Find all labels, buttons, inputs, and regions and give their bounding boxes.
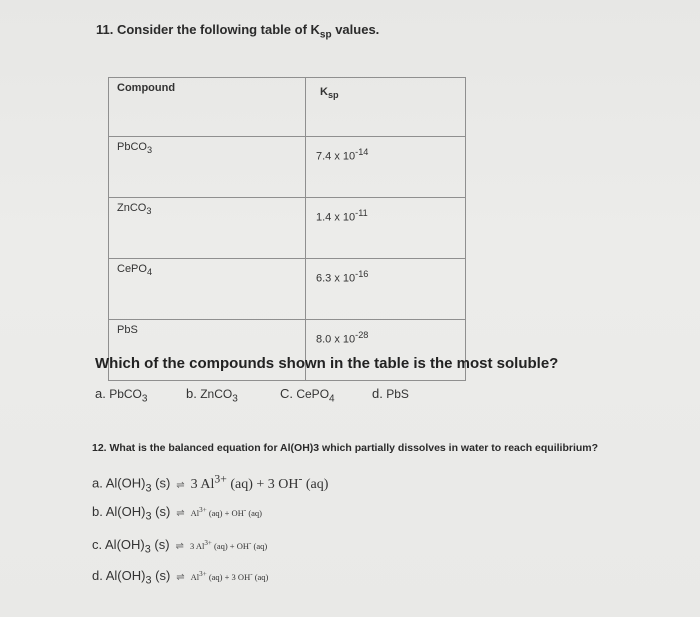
choice-text: PbS (386, 387, 409, 401)
option-d[interactable] (92, 568, 268, 587)
q11-title-end: values. (331, 22, 380, 37)
option-c[interactable] (92, 537, 267, 556)
rhs-charge: 3+ (199, 506, 207, 515)
equilibrium-arrow-icon: ⇌ (176, 572, 185, 583)
option-state: (s) (151, 568, 171, 583)
choice-label: d. (372, 386, 383, 401)
option-rhs (191, 508, 262, 518)
compound-cell (109, 198, 306, 259)
oh-charge: - (250, 570, 253, 579)
compound-sub: 3 (146, 206, 152, 217)
ksp-mantissa: 1.4 x 10 (316, 211, 356, 224)
oh-charge: - (298, 472, 303, 485)
option-sub: 3 (144, 543, 151, 556)
option-label: d. Al(OH) (92, 568, 146, 583)
compound-text: CePO (117, 263, 147, 275)
choice-b[interactable] (186, 386, 238, 404)
rhs-charge: 3+ (204, 539, 212, 548)
choice-c[interactable] (280, 386, 335, 404)
ksp-mantissa: 7.4 x 10 (316, 150, 356, 163)
option-rhs (191, 572, 269, 582)
choice-a[interactable] (95, 386, 147, 404)
table-row (109, 259, 466, 320)
rhs-tail: (aq) (251, 541, 268, 551)
rhs-charge: 3+ (199, 570, 207, 579)
option-rhs (190, 541, 267, 551)
choice-text: PbCO (109, 387, 142, 401)
choice-text: CePO (296, 387, 330, 401)
compound-text: PbS (117, 324, 138, 336)
compound-sub: 4 (146, 267, 153, 278)
ksp-exponent: -28 (355, 330, 369, 340)
option-sub: 3 (145, 510, 152, 523)
q11-title-sub: sp (319, 29, 332, 41)
ksp-mantissa: 6.3 x 10 (316, 272, 356, 285)
choice-d[interactable] (372, 386, 409, 404)
ksp-exponent: -11 (355, 208, 368, 218)
equilibrium-arrow-icon: ⇌ (175, 541, 184, 552)
choice-sub: 3 (141, 393, 148, 405)
compound-text: ZnCO (117, 202, 147, 214)
rhs-ion: 3 Al (190, 476, 215, 492)
equilibrium-arrow-icon: ⇌ (176, 479, 185, 491)
choice-label: b. (186, 386, 197, 401)
compound-cell (109, 137, 306, 198)
ksp-exponent: -14 (355, 147, 369, 157)
oh-charge: - (243, 506, 247, 515)
header-ksp-sub: sp (327, 90, 339, 101)
table-row (109, 198, 466, 259)
option-state: (s) (150, 537, 170, 552)
table-header-row (109, 78, 466, 137)
question-12-title: 12. What is the balanced equation for Al(OH)3 which partially dissolves in water to reach equilibrium? (92, 442, 599, 454)
rhs-charge: 3+ (214, 472, 227, 485)
rhs-ion: Al (190, 508, 200, 518)
question-11-prompt: Which of the compounds shown in the table is the most soluble? (95, 355, 559, 372)
rhs-ion: Al (190, 572, 200, 582)
header-ksp-k: K (320, 86, 328, 98)
rhs-mid: (aq) + 3 OH (206, 572, 251, 582)
ksp-table (108, 77, 466, 381)
rhs-tail: (aq) (252, 572, 269, 582)
choice-label: a. (95, 386, 106, 401)
choice-sub: 3 (232, 393, 238, 405)
option-sub: 3 (145, 574, 152, 587)
compound-sub: 3 (146, 145, 153, 156)
ksp-cell (306, 259, 466, 320)
ksp-cell (306, 198, 466, 259)
option-label: a. Al(OH) (92, 475, 146, 491)
ksp-cell (306, 137, 466, 198)
question-11-title (96, 22, 379, 41)
compound-text: PbCO (117, 141, 147, 153)
option-sub: 3 (145, 482, 152, 495)
option-state: (s) (151, 475, 171, 491)
choice-text: ZnCO (200, 387, 233, 401)
option-rhs (190, 472, 329, 492)
q11-title-text: 11. Consider the following table of K (96, 22, 320, 37)
choice-label: C. (280, 386, 293, 401)
rhs-tail: (aq) (302, 476, 329, 492)
option-state: (s) (151, 504, 171, 519)
oh-charge: - (249, 539, 252, 548)
rhs-mid: (aq) + 3 OH (226, 476, 299, 492)
equilibrium-arrow-icon: ⇌ (176, 508, 185, 519)
option-a[interactable] (92, 472, 328, 494)
ksp-mantissa: 8.0 x 10 (316, 333, 356, 346)
ksp-exponent: -16 (355, 269, 369, 279)
rhs-ion: 3 Al (189, 541, 205, 551)
table-row (109, 137, 466, 198)
header-ksp (306, 78, 466, 137)
option-label: b. Al(OH) (92, 504, 146, 519)
rhs-tail: (aq) (246, 508, 263, 518)
option-label: c. Al(OH) (92, 537, 145, 552)
compound-cell (109, 259, 306, 320)
rhs-mid: (aq) + OH (206, 508, 244, 518)
choice-sub: 4 (329, 393, 335, 405)
header-compound: Compound (109, 78, 306, 137)
option-b[interactable] (92, 504, 262, 523)
rhs-mid: (aq) + OH (211, 541, 250, 551)
